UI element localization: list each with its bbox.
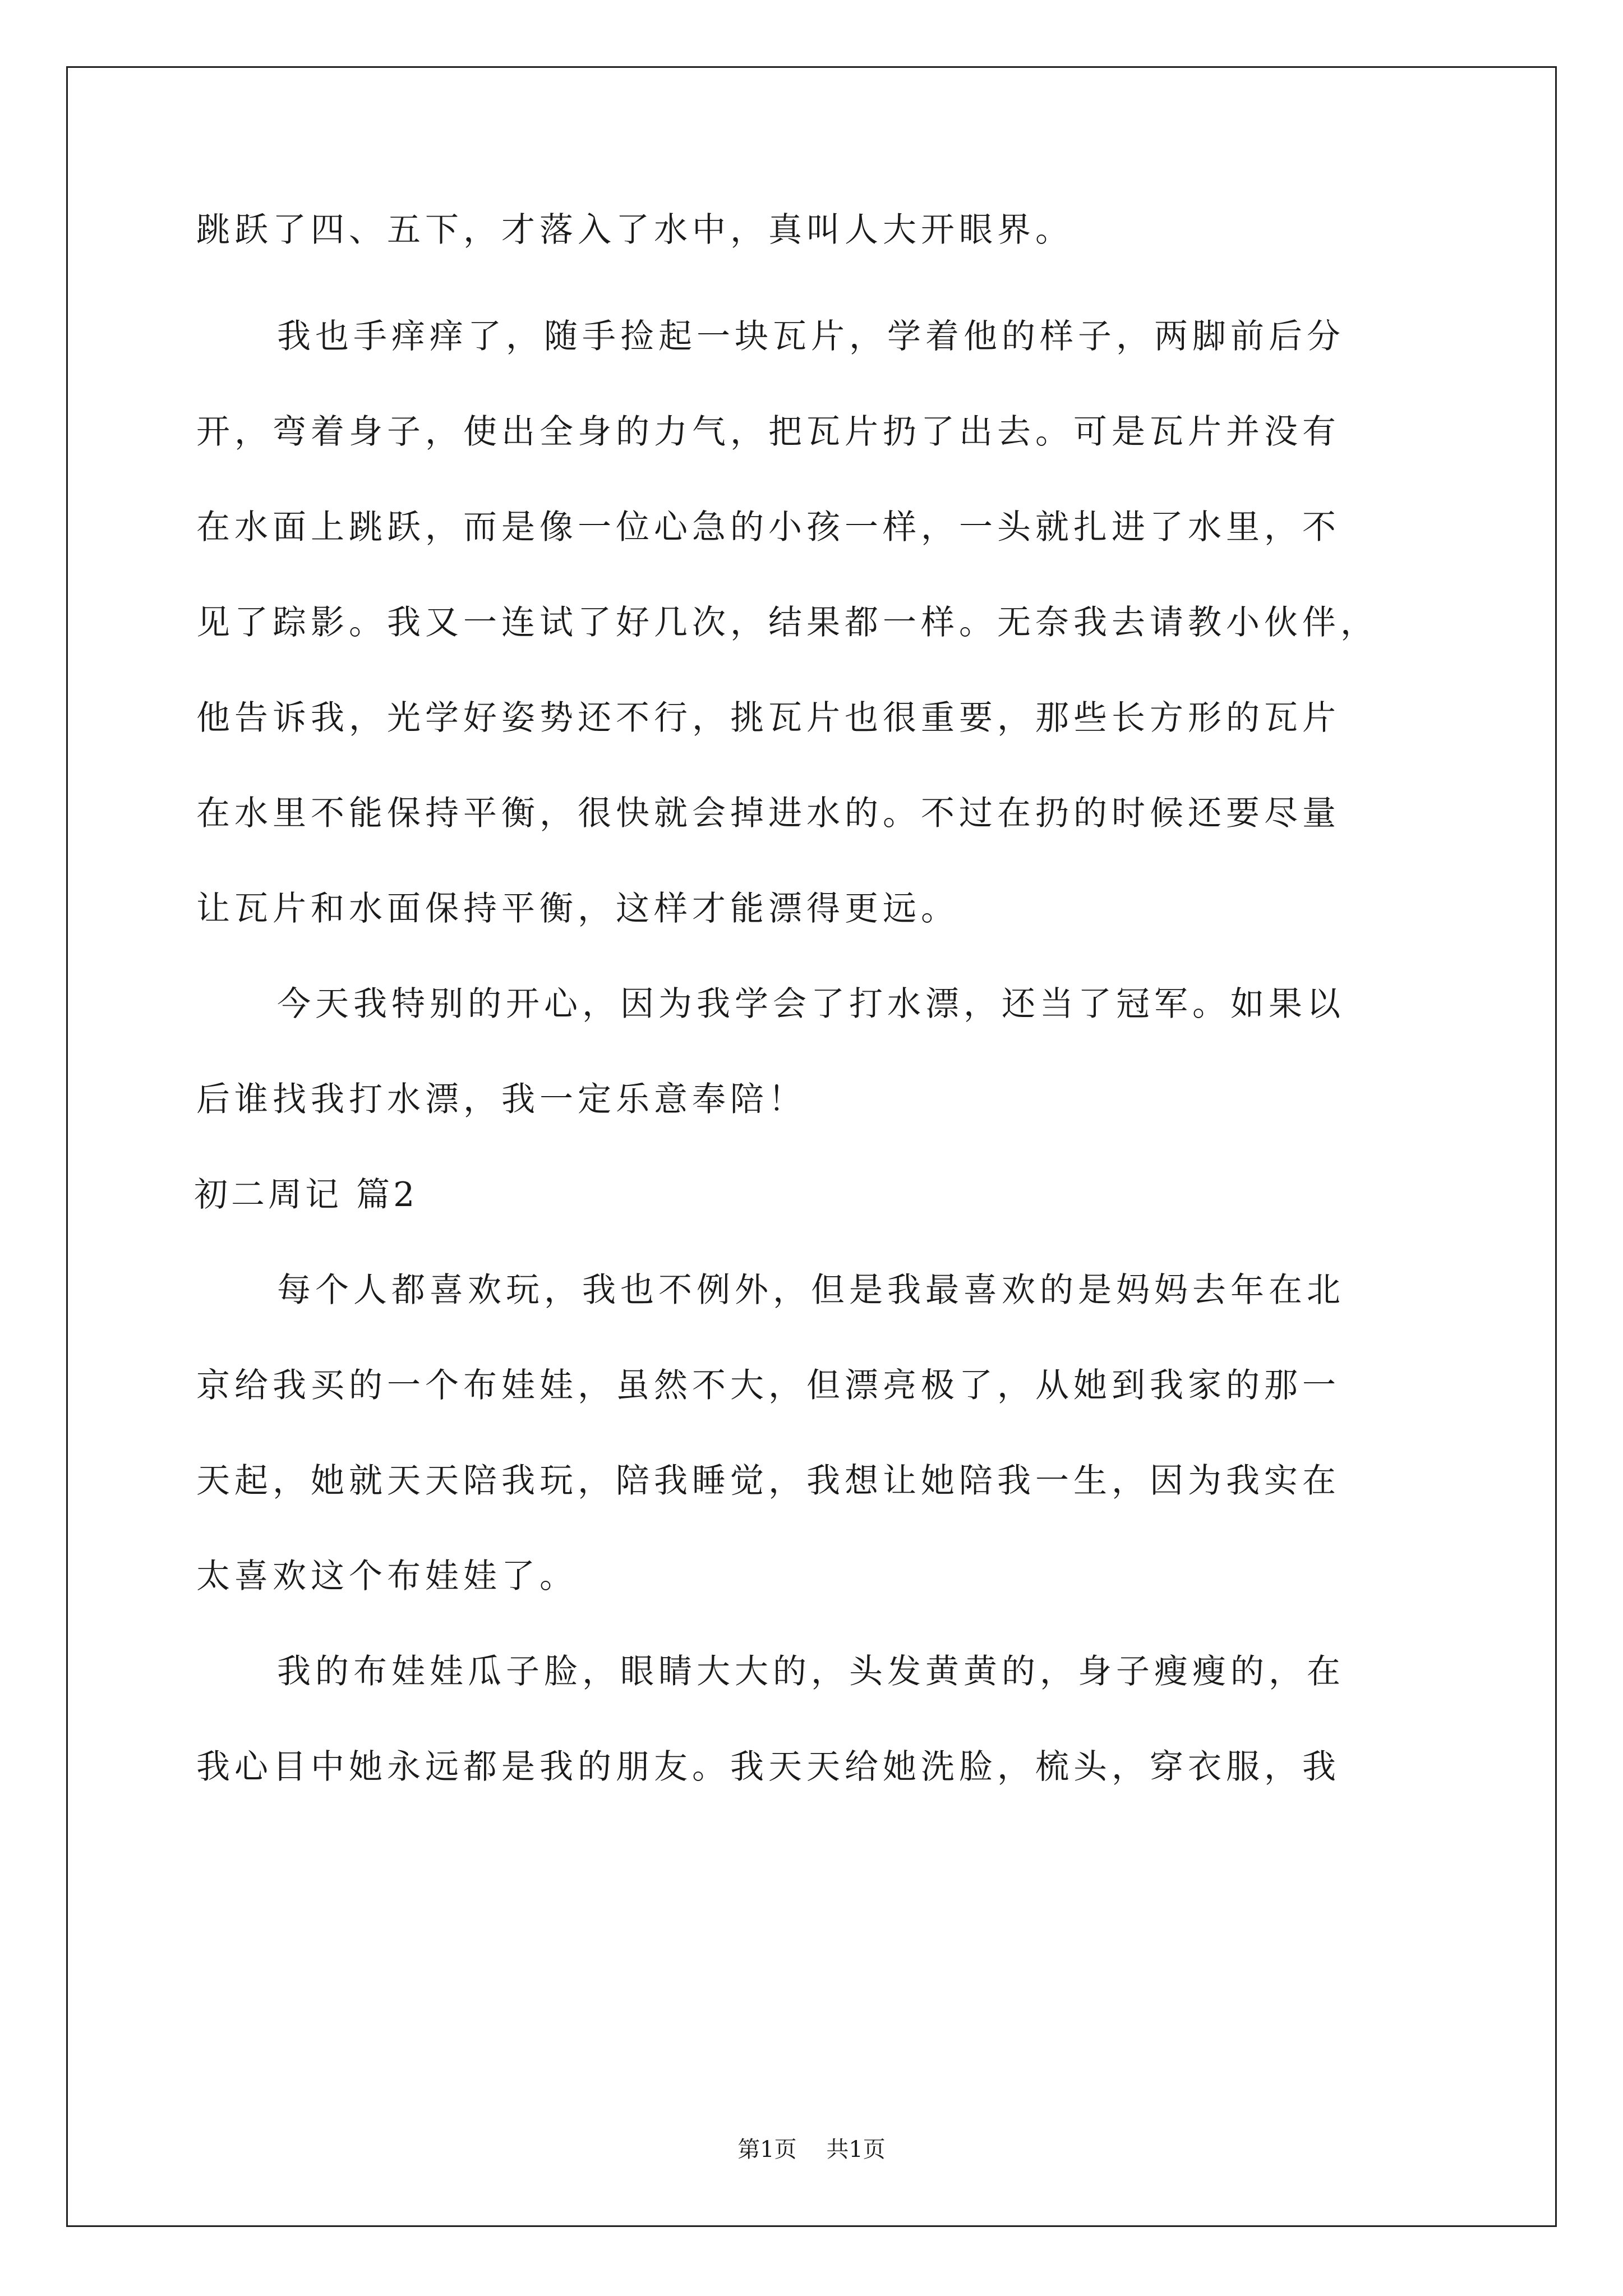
paragraph-line: 见了踪影。我又一连试了好几次，结果都一样。无奈我去请教小伙伴， xyxy=(196,603,1378,642)
paragraph-line: 让瓦片和水面保持平衡，这样才能漂得更远。 xyxy=(196,889,959,928)
paragraph-line: 开，弯着身子，使出全身的力气，把瓦片扔了出去。可是瓦片并没有 xyxy=(196,412,1340,452)
page-border xyxy=(66,66,1557,2227)
paragraph-line: 今天我特别的开心，因为我学会了打水漂，还当了冠军。如果以 xyxy=(277,984,1345,1024)
paragraph-line: 我也手痒痒了，随手捡起一块瓦片，学着他的样子，两脚前后分 xyxy=(277,317,1345,356)
paragraph-line: 每个人都喜欢玩，我也不例外，但是我最喜欢的是妈妈去年在北 xyxy=(277,1271,1345,1310)
paragraph-line: 我的布娃娃瓜子脸，眼睛大大的，头发黄黄的，身子瘦瘦的，在 xyxy=(277,1652,1345,1691)
paragraph-line: 在水里不能保持平衡，很快就会掉进水的。不过在扔的时候还要尽量 xyxy=(196,794,1340,833)
paragraph-line: 太喜欢这个布娃娃了。 xyxy=(196,1557,578,1596)
paragraph-line: 京给我买的一个布娃娃，虽然不大，但漂亮极了，从她到我家的那一 xyxy=(196,1366,1340,1405)
paragraph-line: 我心目中她永远都是我的朋友。我天天给她洗脸，梳头，穿衣服，我 xyxy=(196,1747,1340,1787)
paragraph-line: 在水面上跳跃，而是像一位心急的小孩一样，一头就扎进了水里，不 xyxy=(196,508,1340,547)
paragraph-line: 跳跃了四、五下，才落入了水中，真叫人大开眼界。 xyxy=(196,210,1073,250)
section-heading: 初二周记 篇2 xyxy=(194,1175,418,1214)
page-total: 共1页 xyxy=(826,2137,886,2162)
paragraph-line: 后谁找我打水漂，我一定乐意奉陪！ xyxy=(196,1080,806,1119)
page-number: 第1页 xyxy=(737,2137,797,2162)
page-footer xyxy=(0,2132,1623,2164)
paragraph-line: 天起，她就天天陪我玩，陪我睡觉，我想让她陪我一生，因为我实在 xyxy=(196,1461,1340,1501)
paragraph-line: 他告诉我，光学好姿势还不行，挑瓦片也很重要，那些长方形的瓦片 xyxy=(196,698,1340,738)
